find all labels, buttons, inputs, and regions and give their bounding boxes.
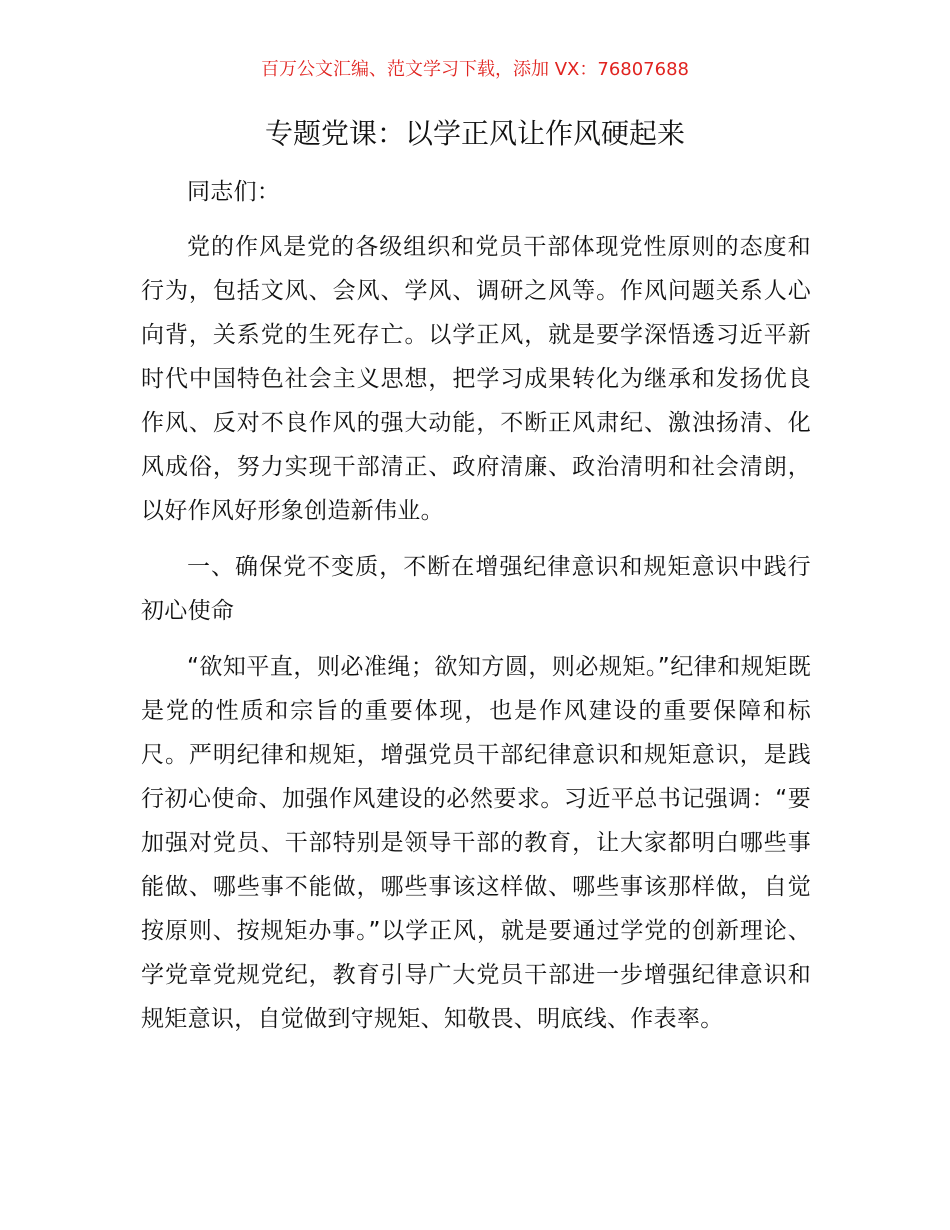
salutation: 同志们： xyxy=(187,179,281,205)
document-title: 专题党课：以学正风让作风硬起来 xyxy=(264,117,685,150)
body-paragraph: “欲知平直，则必准绳；欲知方圆，则必规矩。”纪律和规矩既是党的性质和宗旨的重要体现，也是作风建设的重要保障和标尺。严明纪律和规矩，增强党员干部纪律意识和规矩意识，是践行初心使命、加强作风建设的必然要求。习近平总书记强调：“要加强对党员、干部特别是领导干部的教育，让大家都明白哪些事能做、哪些事不能做，哪些事该这样做、哪些事该那样做，自觉按原则、按规矩办事。”以学正风，就是要通过学党的创新理论、学党章党规党纪，教育引导广大党员干部进一步增强纪律意识和规矩意识，自觉做到守规矩、知敬畏、明底线、作表率。 xyxy=(141,654,811,1032)
header-banner: 百万公文汇编、范文学习下载，添加 VX：76807688 xyxy=(261,59,689,80)
document-body xyxy=(141,170,811,1041)
body-paragraph: 党的作风是党的各级组织和党员干部体现党性原则的态度和行为，包括文风、会风、学风、调研之风等。作风问题关系人心向背，关系党的生死存亡。以学正风，就是要学深悟透习近平新时代中国特色社会主义思想，把学习成果转化为继承和发扬优良作风、反对不良作风的强大动能，不断正风肃纪、激浊扬清、化风成俗，努力实现干部清正、政府清廉、政治清明和社会清朗，以好作风好形象创造新伟业。 xyxy=(141,234,811,524)
section-heading: 一、确保党不变质，不断在增强纪律意识和规矩意识中践行初心使命 xyxy=(141,554,811,624)
